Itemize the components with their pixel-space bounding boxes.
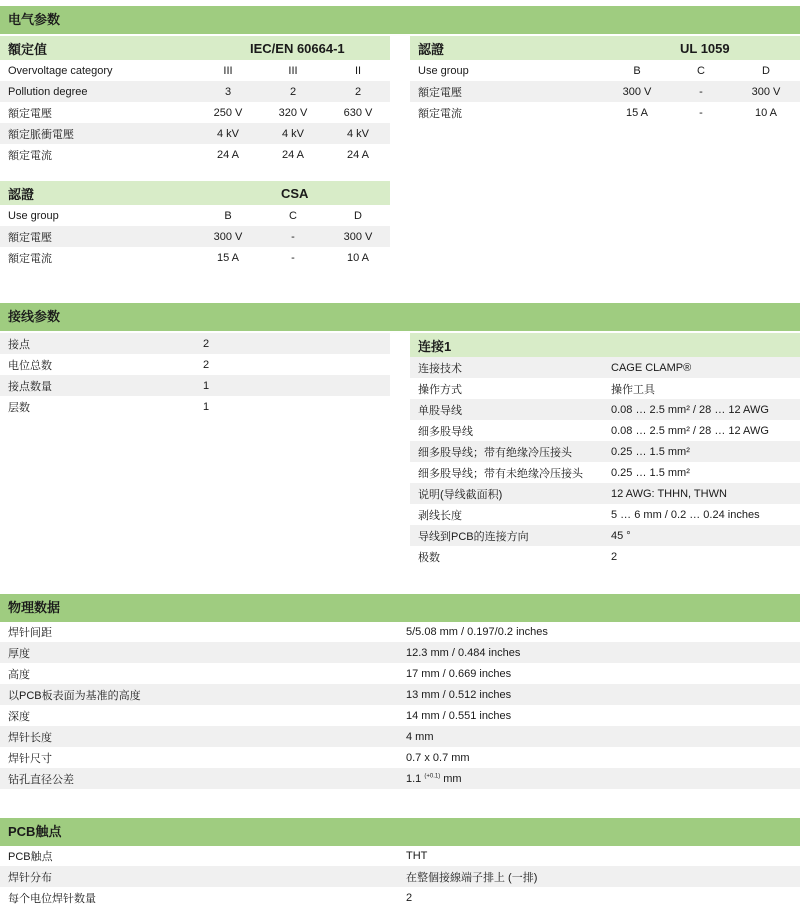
row-value: 5/5.08 mm / 0.197/0.2 inches xyxy=(406,625,548,638)
table-row xyxy=(410,399,800,420)
row-value: 17 mm / 0.669 inches xyxy=(406,667,512,680)
row-value-col-2: C xyxy=(289,209,297,222)
row-value: 操作工具 xyxy=(611,383,655,396)
table-row xyxy=(0,375,390,396)
row-value-col-2: C xyxy=(697,64,705,77)
row-value-col-2: 320 V xyxy=(278,106,308,119)
row-value: 4 mm xyxy=(406,730,434,743)
row-key: 額定電壓 xyxy=(8,107,52,120)
row-value-col-3: 2 xyxy=(354,85,362,98)
row-key: 厚度 xyxy=(8,647,30,660)
row-value-col-1: 300 V xyxy=(622,85,652,98)
row-value-col-1: 300 V xyxy=(213,230,243,243)
row-value-col-3: II xyxy=(354,64,362,77)
ul-approval-label: 認證 xyxy=(418,41,445,57)
row-key: 額定電壓 xyxy=(8,231,52,244)
row-key: 焊针尺寸 xyxy=(8,752,52,765)
table-row xyxy=(410,525,800,546)
connection-basic-table xyxy=(0,333,390,417)
table-row xyxy=(0,747,800,768)
ul-approval-standard: UL 1059 xyxy=(680,40,730,56)
rated-values-label: 額定值 xyxy=(8,41,48,57)
row-key: 钻孔直径公差 xyxy=(8,773,74,786)
table-row xyxy=(410,420,800,441)
rated-values-header xyxy=(0,36,390,60)
row-key: 高度 xyxy=(8,668,30,681)
row-value: CAGE CLAMP® xyxy=(611,361,692,374)
row-key: 剥线长度 xyxy=(418,509,462,522)
row-key: 连接技术 xyxy=(418,362,462,375)
row-value-col-1: B xyxy=(633,64,641,77)
table-row xyxy=(410,81,800,102)
row-value-col-2: 2 xyxy=(289,85,297,98)
row-key: 说明(导线截面积) xyxy=(418,488,503,501)
row-value: 45 ° xyxy=(611,529,631,542)
table-row xyxy=(410,504,800,525)
row-value-col-3: D xyxy=(354,209,362,222)
row-key: 焊针分布 xyxy=(8,871,52,884)
table-row xyxy=(0,123,390,144)
row-value: 1 xyxy=(203,400,210,413)
row-value-col-3: 4 kV xyxy=(346,127,369,140)
row-value: 在整個接線端子排上 (一排) xyxy=(406,871,538,884)
row-key: Pollution degree xyxy=(8,85,88,98)
table-row xyxy=(0,205,390,226)
row-value-col-1: 24 A xyxy=(216,148,240,161)
table-row xyxy=(0,845,800,866)
section-physical-header: 物理数据 xyxy=(0,594,800,622)
table-row xyxy=(0,60,390,81)
table-row xyxy=(410,441,800,462)
row-value: 0.25 … 1.5 mm² xyxy=(611,445,690,458)
table-row xyxy=(0,247,390,268)
row-key: 接点数量 xyxy=(8,380,52,393)
row-value: 12.3 mm / 0.484 inches xyxy=(406,646,521,659)
row-value: 0.7 x 0.7 mm xyxy=(406,751,470,764)
table-row xyxy=(410,462,800,483)
row-key: 焊针长度 xyxy=(8,731,52,744)
row-value: 2 xyxy=(203,358,210,371)
row-value-col-1: 250 V xyxy=(213,106,243,119)
row-key: 以PCB板表面为基准的高度 xyxy=(8,689,141,702)
row-key: 額定脈衝電壓 xyxy=(8,128,74,141)
csa-approval-standard: CSA xyxy=(281,185,309,201)
row-value: 5 … 6 mm / 0.2 … 0.24 inches xyxy=(611,508,760,521)
row-value-col-2: - xyxy=(699,85,703,98)
rated-values-table xyxy=(0,36,390,165)
row-key: 单股导线 xyxy=(418,404,462,417)
row-value: 13 mm / 0.512 inches xyxy=(406,688,512,701)
row-key: 导线到PCB的连接方向 xyxy=(418,530,529,543)
row-value-col-3: 10 A xyxy=(754,106,778,119)
row-value-col-2: 4 kV xyxy=(281,127,304,140)
row-key: 額定電流 xyxy=(418,107,462,120)
table-row xyxy=(0,102,390,123)
ul-approval-header xyxy=(410,36,800,60)
row-value-col-2: - xyxy=(291,230,295,243)
row-key: 层数 xyxy=(8,401,30,414)
row-key: 细多股导线；带有未绝缘冷压接头 xyxy=(418,467,583,480)
section-electrical-header: 电气参数 xyxy=(0,6,800,34)
table-row xyxy=(410,546,800,567)
row-key: 接点 xyxy=(8,338,30,351)
csa-approval-table xyxy=(0,181,390,268)
csa-approval-label: 認證 xyxy=(8,186,35,202)
table-row xyxy=(0,684,800,705)
rated-values-standard: IEC/EN 60664-1 xyxy=(250,40,345,56)
table-row xyxy=(410,60,800,81)
table-row xyxy=(410,102,800,123)
row-key: 细多股导线 xyxy=(418,425,473,438)
table-row xyxy=(0,81,390,102)
table-row xyxy=(0,226,390,247)
row-key: 額定電流 xyxy=(8,149,52,162)
row-value: 0.08 … 2.5 mm² / 28 … 12 AWG xyxy=(611,424,769,437)
row-value-col-2: III xyxy=(288,64,298,77)
table-row xyxy=(0,768,800,789)
row-value-col-3: 300 V xyxy=(751,85,781,98)
table-row xyxy=(410,357,800,378)
row-key: 額定電壓 xyxy=(418,86,462,99)
row-value-col-3: 24 A xyxy=(346,148,370,161)
row-value-col-3: D xyxy=(762,64,770,77)
table-row xyxy=(0,866,800,887)
row-value-col-2: 24 A xyxy=(281,148,305,161)
connection-1-header xyxy=(410,333,800,357)
row-key: 深度 xyxy=(8,710,30,723)
connection-1-label: 连接1 xyxy=(418,338,452,354)
row-value: 12 AWG: THHN, THWN xyxy=(611,487,727,500)
row-value-col-1: B xyxy=(224,209,232,222)
table-row xyxy=(0,726,800,747)
row-value: 1 xyxy=(203,379,210,392)
table-row xyxy=(0,642,800,663)
row-value-col-1: 4 kV xyxy=(216,127,239,140)
section-connection-header: 接线参数 xyxy=(0,303,800,331)
row-value-col-1: III xyxy=(223,64,233,77)
row-key: 细多股导线；带有绝缘冷压接头 xyxy=(418,446,572,459)
row-value: 14 mm / 0.551 inches xyxy=(406,709,512,722)
table-row xyxy=(0,621,800,642)
row-key: Use group xyxy=(418,64,469,77)
row-key: 电位总数 xyxy=(8,359,52,372)
table-row xyxy=(410,483,800,504)
table-row xyxy=(0,396,390,417)
row-value: 2 xyxy=(203,337,210,350)
row-value: 0.25 … 1.5 mm² xyxy=(611,466,690,479)
physical-table xyxy=(0,621,800,789)
table-row xyxy=(0,663,800,684)
row-value-col-3: 10 A xyxy=(346,251,370,264)
table-row xyxy=(0,705,800,726)
row-key: 焊针间距 xyxy=(8,626,52,639)
row-key: PCB触点 xyxy=(8,850,53,863)
table-row xyxy=(0,887,800,908)
row-key: 极数 xyxy=(418,551,440,564)
row-value-col-3: 630 V xyxy=(343,106,373,119)
row-key: 額定電流 xyxy=(8,252,52,265)
table-row xyxy=(0,354,390,375)
row-key: Use group xyxy=(8,209,59,222)
ul-approval-table xyxy=(410,36,800,123)
row-value: 1.1 $^{(+0.1)}$ mm xyxy=(406,772,462,785)
pcb-table xyxy=(0,845,800,908)
row-value-col-2: - xyxy=(291,251,295,264)
row-value: 0.08 … 2.5 mm² / 28 … 12 AWG xyxy=(611,403,769,416)
table-row xyxy=(0,333,390,354)
row-value: 2 xyxy=(611,550,618,563)
table-row xyxy=(410,378,800,399)
row-value-col-2: - xyxy=(699,106,703,119)
row-key: 操作方式 xyxy=(418,383,462,396)
row-key: Overvoltage category xyxy=(8,64,113,77)
table-row xyxy=(0,144,390,165)
row-value: 2 xyxy=(406,891,413,904)
section-pcb-header: PCB触点 xyxy=(0,818,800,846)
row-value: THT xyxy=(406,849,428,862)
row-key: 每个电位焊针数量 xyxy=(8,892,96,905)
row-value-col-1: 3 xyxy=(224,85,232,98)
row-value-col-1: 15 A xyxy=(625,106,649,119)
row-value-col-3: 300 V xyxy=(343,230,373,243)
row-value-col-1: 15 A xyxy=(216,251,240,264)
connection-1-table xyxy=(410,333,800,567)
csa-approval-header xyxy=(0,181,390,205)
